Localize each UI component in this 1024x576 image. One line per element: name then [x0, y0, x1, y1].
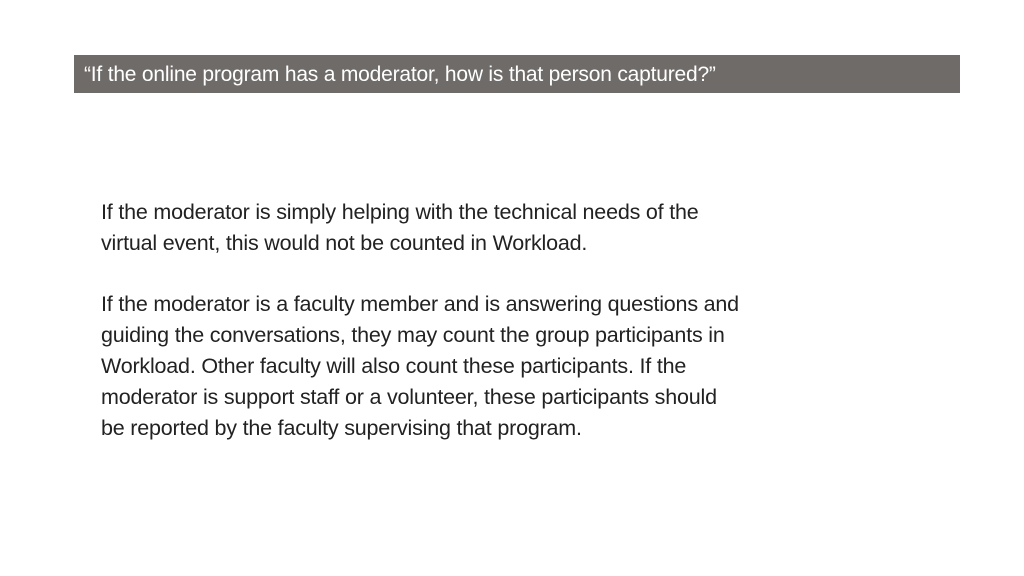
paragraph-faculty-moderator: [101, 289, 841, 443]
paragraph-technical-help: [101, 197, 841, 259]
paragraph-line: virtual event, this would not be counted in Workload.: [101, 230, 588, 255]
paragraph-line: be reported by the faculty supervising that program.: [101, 415, 582, 440]
paragraph-line: Workload. Other faculty will also count these participants. If the: [101, 353, 687, 378]
paragraph-line: If the moderator is a faculty member and is answering questions and: [101, 292, 739, 317]
slide-body: [101, 197, 841, 443]
paragraph-line: guiding the conversations, they may count the group participants in: [101, 323, 725, 348]
paragraph-line: If the moderator is simply helping with the technical needs of the: [101, 200, 699, 224]
title-bar: [74, 55, 960, 93]
paragraph-line: moderator is support staff or a volunteer, these participants should: [101, 384, 717, 409]
slide-title: “If the online program has a moderator, how is that person captured?”: [84, 62, 716, 86]
